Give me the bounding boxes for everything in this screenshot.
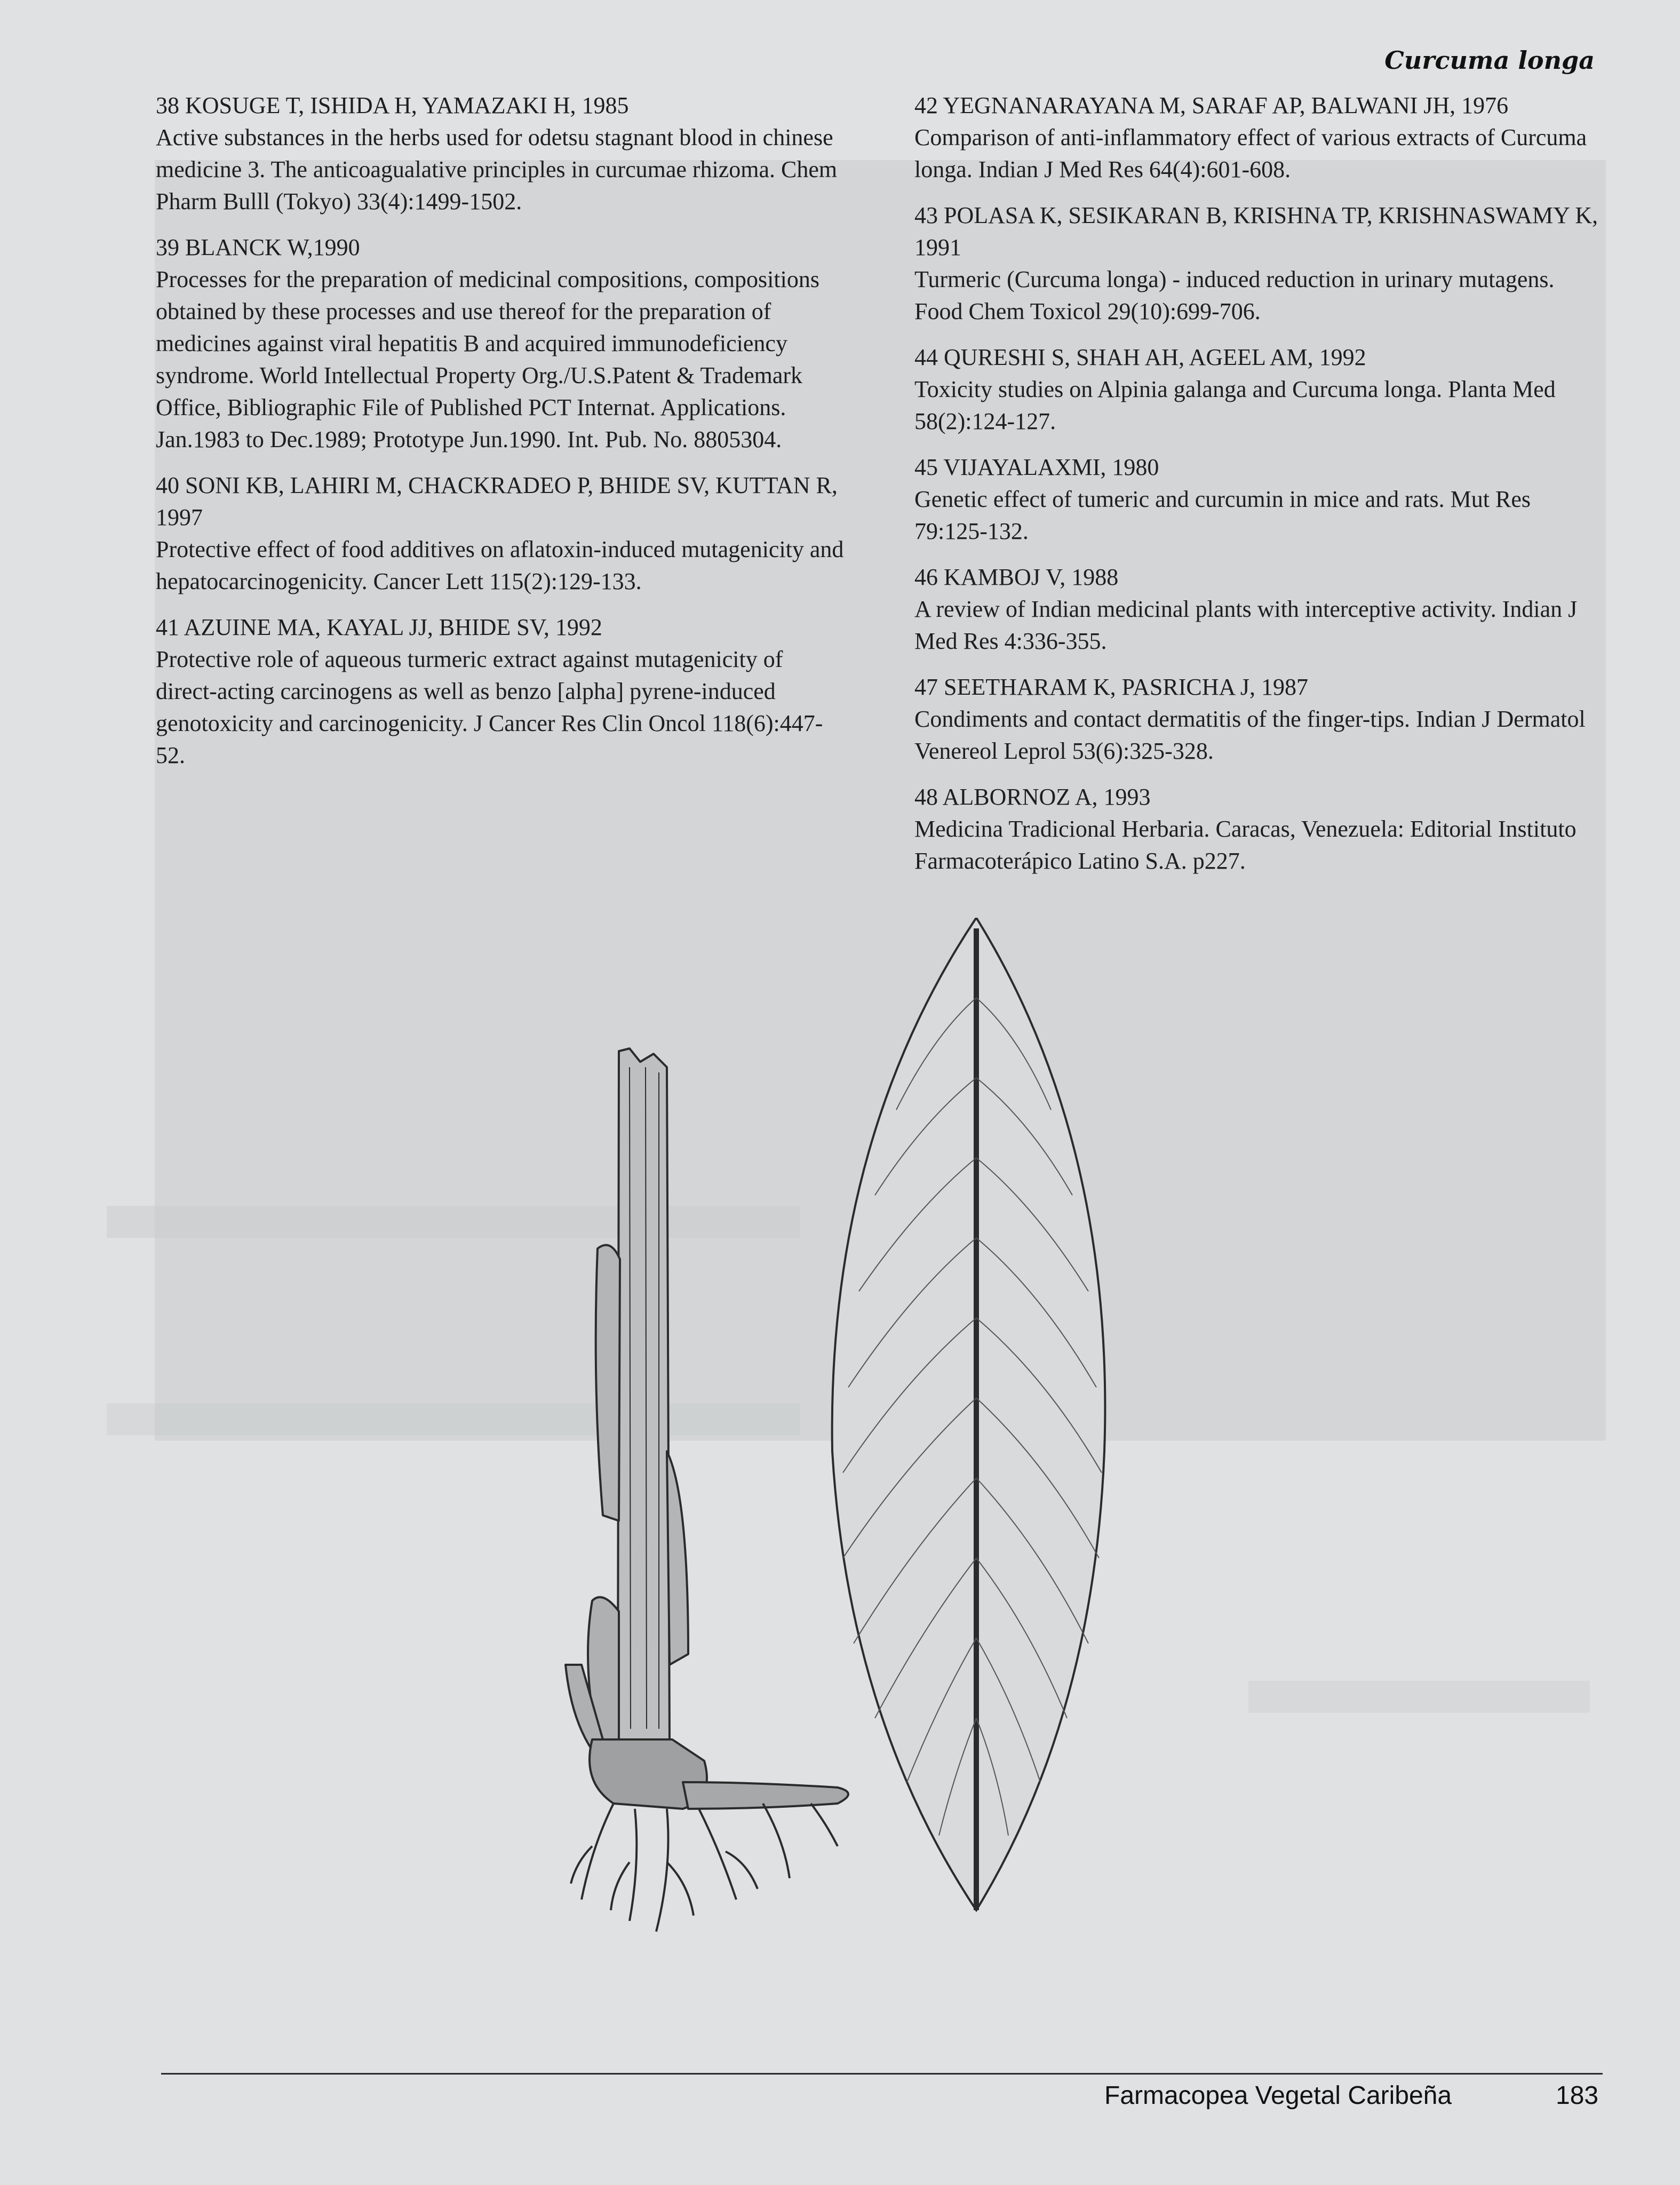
reference-body: Processes for the preparation of medicinal compositions, compositions obtained by these processes and use thereof for the preparation of medicines against viral hepatitis B and acquired immunodeficiency syndrome. World Intellectual Property Org./U.S.Patent & Trademark Office, Bibliographic File of Published PCT Internat. Applications. Jan.1983 to Dec.1989; Prototype Jun.1990. Int. Pub. No. 8805304. (156, 266, 819, 452)
reference-entry (914, 451, 1603, 547)
reference-head: 41 AZUINE MA, KAYAL JJ, BHIDE SV, 1992 (156, 614, 602, 640)
reference-head: 44 QURESHI S, SHAH AH, AGEEL AM, 1992 (914, 344, 1366, 370)
reference-body: Protective effect of food additives on aflatoxin-induced mutagenicity and hepatocarcinogenicity. Cancer Lett 115(2):129-133. (156, 536, 844, 594)
reference-head: 39 BLANCK W,1990 (156, 234, 360, 260)
reference-entry (914, 671, 1603, 767)
reference-entry (156, 90, 844, 218)
reference-head: 45 VIJAYALAXMI, 1980 (914, 454, 1159, 480)
leaf-illustration (816, 918, 1115, 1921)
footer-rule (161, 2073, 1603, 2075)
reference-head: 46 KAMBOJ V, 1988 (914, 564, 1119, 590)
reference-head: 40 SONI KB, LAHIRI M, CHACKRADEO P, BHIDE SV, KUTTAN R, 1997 (156, 472, 838, 530)
reference-entry (914, 781, 1603, 877)
footer-book-title: Farmacopea Vegetal Caribeña (1104, 2081, 1452, 2110)
reference-body: Active substances in the herbs used for odetsu stagnant blood in chinese medicine 3. The anticoagualative principles in curcumae rhizoma. Chem Pharm Bulll (Tokyo) 33(4):1499-1502. (156, 124, 838, 214)
reference-entry (156, 232, 844, 456)
reference-entry (156, 611, 844, 772)
references-right-column (914, 90, 1603, 891)
reference-head: 43 POLASA K, SESIKARAN B, KRISHNA TP, KRISHNASWAMY K, 1991 (914, 202, 1598, 260)
reference-body: Medicina Tradicional Herbaria. Caracas, Venezuela: Editorial Instituto Farmacoterápico Latino S.A. p227. (914, 816, 1577, 874)
reference-body: Genetic effect of tumeric and curcumin in mice and rats. Mut Res 79:125-132. (914, 486, 1531, 544)
reference-entry (914, 200, 1603, 328)
page-number: 183 (1556, 2081, 1599, 2110)
reference-body: Toxicity studies on Alpinia galanga and Curcuma longa. Planta Med 58(2):124-127. (914, 376, 1556, 434)
reference-entry (914, 341, 1603, 438)
reference-entry (914, 90, 1603, 186)
reference-entry (914, 561, 1603, 657)
references-left-column (156, 90, 844, 785)
reference-body: Condiments and contact dermatitis of the finger-tips. Indian J Dermatol Venereol Leprol 53(6):325-328. (914, 706, 1586, 764)
reference-head: 48 ALBORNOZ A, 1993 (914, 784, 1151, 810)
bleed-through-area (1248, 1681, 1590, 1713)
reference-body: Comparison of anti-inflammatory effect of various extracts of Curcuma longa. Indian J Med Res 64(4):601-608. (914, 124, 1587, 182)
reference-body: Turmeric (Curcuma longa) - induced reduction in urinary mutagens. Food Chem Toxicol 29(10):699-706. (914, 266, 1555, 324)
reference-body: Protective role of aqueous turmeric extract against mutagenicity of direct-acting carcinogens as well as benzo [alpha] pyrene-induced genotoxicity and carcinogenicity. J Cancer Res Clin Oncol 118(6):447-52. (156, 646, 823, 768)
running-title: Curcuma longa (1384, 46, 1595, 75)
reference-body: A review of Indian medicinal plants with interceptive activity. Indian J Med Res 4:336-355. (914, 596, 1578, 654)
reference-head: 38 KOSUGE T, ISHIDA H, YAMAZAKI H, 1985 (156, 92, 629, 118)
reference-head: 47 SEETHARAM K, PASRICHA J, 1987 (914, 674, 1308, 700)
reference-entry (156, 470, 844, 598)
reference-head: 42 YEGNANARAYANA M, SARAF AP, BALWANI JH, 1976 (914, 92, 1509, 118)
